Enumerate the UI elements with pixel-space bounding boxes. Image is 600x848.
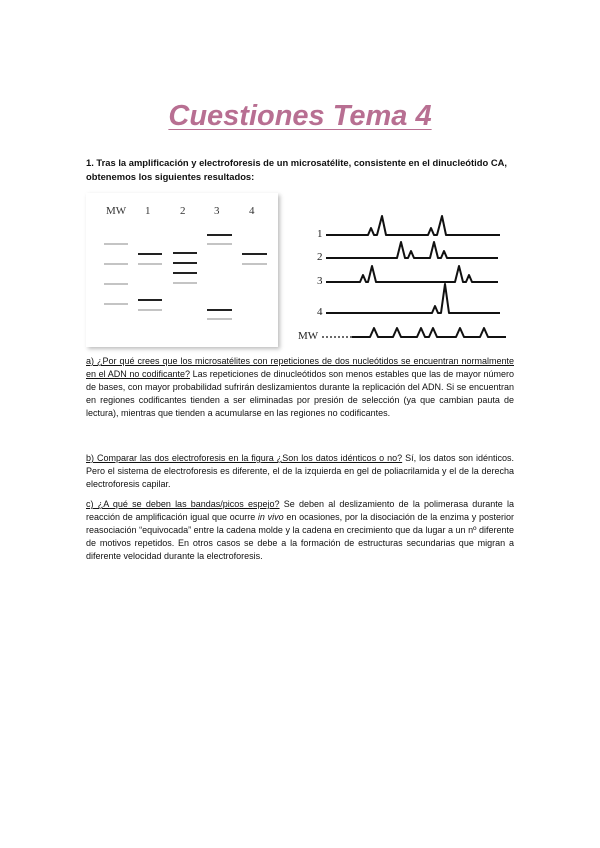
trace-label-mw: MW	[298, 330, 319, 342]
gel-label-4: 4	[249, 205, 255, 217]
question-1	[86, 156, 516, 184]
capillary-electrophoresis-figure	[296, 208, 522, 345]
question-1-number: 1.	[86, 157, 94, 168]
trace-2	[326, 242, 498, 258]
trace-label-4: 4	[317, 306, 323, 318]
question-1-text: Tras la amplificación y electroforesis de un microsatélite, consistente en el dinucleótido CA, obtenemos los siguientes resultados:	[86, 157, 507, 182]
trace-mw	[352, 328, 506, 337]
answer-c	[86, 498, 514, 563]
question-b: b) Comparar las dos electroforesis en la figura ¿Son los datos idénticos o no?	[86, 453, 403, 463]
trace-1	[326, 216, 500, 235]
gel-label-2: 2	[180, 205, 186, 217]
gel-lane-4	[242, 254, 267, 264]
gel-label-3: 3	[214, 205, 220, 217]
answer-a	[86, 355, 514, 420]
answer-a-text: Las repeticiones de dinucleótidos son menos estables que las de mayor número de bases, con mayor probabilidad sufrirán deslizamientos durante la replicación del ADN. Si se encuentran en regiones codificantes tienden a ser eliminadas por presión de selección (ya que cambian pauta de lectura), mientras que tienden a acumularse en las regiones no codificantes.	[86, 369, 514, 418]
trace-label-3: 3	[317, 275, 323, 287]
gel-lane-1	[138, 254, 162, 310]
trace-label-2: 2	[317, 251, 323, 263]
trace-label-1: 1	[317, 228, 323, 240]
answer-b	[86, 452, 514, 491]
answer-c-in-vivo: in vivo	[257, 512, 284, 522]
question-a: a) ¿Por qué crees que los microsatélites con repeticiones de dos nucleótidos se encuentran normalmente en el ADN no codificante?	[86, 356, 514, 379]
gel-electrophoresis-figure	[86, 193, 278, 347]
answer-c-text-2: en ocasiones, por la disociación de la enzima y posterior reasociación “equivocada” entre la cadena molde y la cadena en crecimiento que da lugar a un nº diferente de motivos repetidos. En otros casos se debe a la formación de estructuras secundarias que migran a diferente velocidad durante la electroforesis.	[86, 512, 514, 561]
gel-lane-2	[173, 253, 197, 283]
page-title: Cuestiones Tema 4	[168, 100, 432, 132]
gel-lane-3	[207, 235, 232, 319]
gel-label-1: 1	[145, 205, 151, 217]
answer-c-text-1: Se deben al deslizamiento de la polimerasa durante la reacción de amplificación igual que ocurre	[86, 499, 515, 522]
gel-lane-mw	[104, 244, 128, 304]
gel-label-mw: MW	[106, 205, 127, 217]
trace-4	[326, 284, 500, 313]
trace-3	[326, 266, 498, 282]
question-c: c) ¿A qué se deben las bandas/picos espejo?	[86, 499, 280, 509]
answer-b-text: Sí, los datos son idénticos. Pero el sistema de electroforesis es diferente, el de la izquierda en gel de poliacrilamida y el de la derecha electroforesis capilar.	[86, 453, 514, 489]
